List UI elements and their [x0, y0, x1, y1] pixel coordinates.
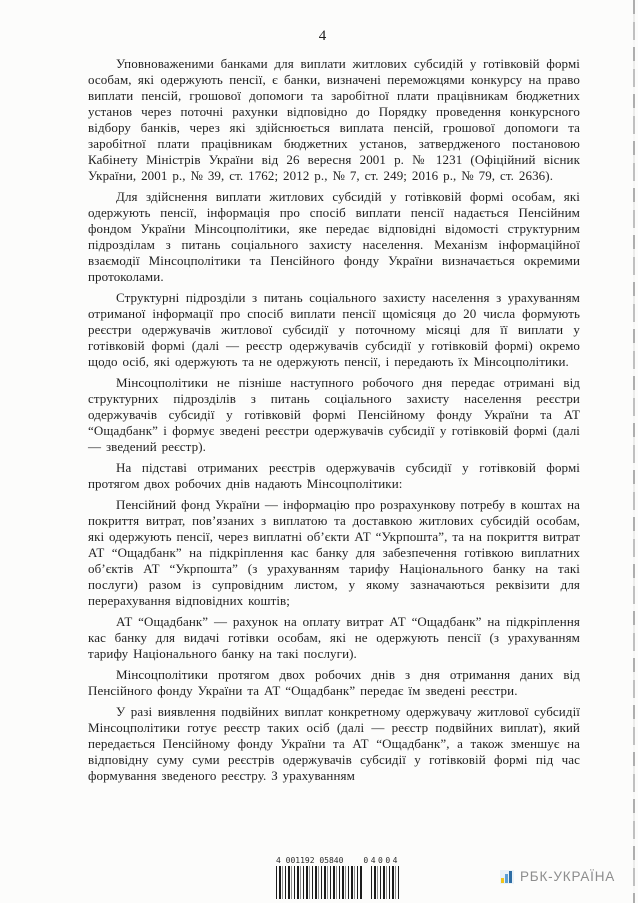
document-body — [88, 56, 580, 789]
barcode — [276, 856, 406, 899]
page-number: 4 — [318, 28, 327, 44]
bar-chart-logo-icon — [500, 870, 514, 884]
watermark-brand — [500, 869, 615, 884]
paragraph: На підставі отриманих реєстрів одержувачів субсидії у готівковій формі протягом двох робочих днів надають Мінсоцполітики: — [88, 460, 580, 491]
barcode-bars — [276, 866, 406, 899]
barcode-digits-right: 04004 — [363, 856, 400, 865]
scan-edge-artifact — [633, 0, 635, 903]
brand-name: РБК-УКРАЇНА — [520, 869, 616, 884]
paragraph: Для здійснення виплати житлових субсидій у готівковій формі особам, які одержують пенсії, інформація про спосіб виплати пенсії надається Пенсійним фондом України Мінсоцполітики, яке передає відповідні відомості структурним підрозділам з питань соціального захисту населення. Механізм інформаційної взаємодії Мінсоцполітики та Пенсійного фонду України визначається окремими протоколами. — [88, 189, 580, 284]
paragraph: АТ “Ощадбанк” — рахунок на оплату витрат АТ “Ощадбанк” на підкріплення кас банку для видачі готівки особам, які не одержують пенсії (з урахуванням тарифу Національного банку на такі послуги). — [88, 614, 580, 661]
barcode-bars-right-group — [371, 866, 401, 899]
paragraph: Уповноваженими банками для виплати житлових субсидій у готівковій формі особам, які одержують пенсії, є банки, визначені переможцями конкурсу на право виплати пенсій, грошової допомоги та заробітної плати працівникам бюджетних установ через поточні рахунки відповідно до Порядку проведення конкурсного відбору банків, через які здійснюється виплата пенсій, грошової допомоги та заробітної плати працівникам бюджетних установ, затвердженого постановою Кабінету Міністрів України від 26 вересня 2001 р. № 1231 (Офіційний вісник України, 2001 р., № 39, ст. 1762; 2012 р., № 7, ст. 249; 2016 р., № 79, ст. 2636). — [88, 56, 580, 183]
paragraph: У разі виявлення подвійних виплат конкретному одержувачу житлової субсидії Мінсоцполітики готує реєстр таких осіб (далі — реєстр подвійних виплат), який передається Пенсійному фонду України та АТ “Ощадбанк”, а також зменшує на відповідну суму суми реєстрів одержувачів субсидії у готівковій формі під час формування зведеного реєстру. З урахуванням — [88, 704, 580, 783]
paragraph: Мінсоцполітики протягом двох робочих днів з дня отримання даних від Пенсійного фонду України та АТ “Ощадбанк” передає їм зведені реєстри. — [88, 667, 580, 698]
barcode-bars-left-group — [276, 866, 363, 899]
barcode-digits-left: 4 001192 05840 — [276, 856, 344, 865]
barcode-digits — [276, 856, 400, 865]
paragraph: Пенсійний фонд України — інформацію про розрахункову потребу в коштах на покриття витрат, пов’язаних з виплатою та доставкою житлових субсидій особам, які одержують пенсії, через виплатні об’єкти АТ “Укрпошта”, та на покриття витрат АТ “Ощадбанк” на підкріплення кас банку для забезпечення готівкою виплатних об’єктів АТ “Укрпошта” (з урахуванням тарифу Національного банку на такі послуги) разом із супровідним листом, у якому зазначаються реквізити для перерахування відповідних коштів; — [88, 497, 580, 608]
paragraph: Структурні підрозділи з питань соціального захисту населення з урахуванням отриманої інформації про спосіб виплати пенсії щомісяця до 20 числа формують реєстри одержувачів житлової субсидії у поточному місяці для її виплати у готівковій формі (далі — реєстр одержувачів субсидії у готівковій формі) окремо щодо осіб, які одержують та не одержують пенсії, і передають їх Мінсоцполітики. — [88, 290, 580, 369]
paragraph: Мінсоцполітики не пізніше наступного робочого дня передає отримані від структурних підрозділів з питань соціального захисту населення реєстри одержувачів субсидії у готівковій формі Пенсійному фонду України та АТ “Ощадбанк” і формує зведені реєстри одержувачів субсидії у готівковій формі (далі — зведений реєстр). — [88, 375, 580, 454]
